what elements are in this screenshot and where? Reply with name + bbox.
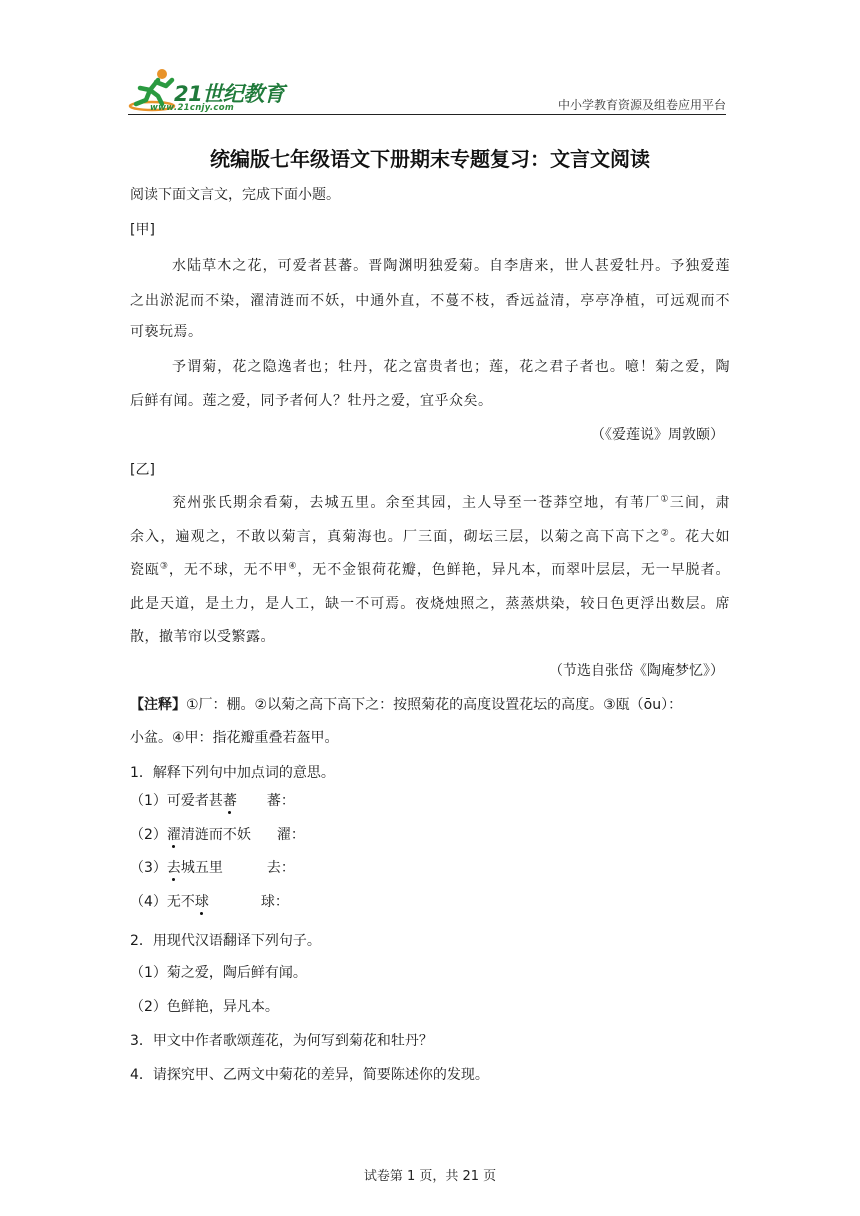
page-header	[128, 66, 726, 116]
passage-jia-line: 予谓菊，花之隐逸者也；牡丹，花之富贵者也；莲，花之君子者也。噫！菊之爱，陶	[172, 359, 730, 375]
passage-jia-line: 之出淤泥而不染，濯清涟而不妖，中通外直，不蔓不枝，香远益清，亭亭净植，可远观而不	[130, 293, 730, 309]
passage-yi-line: 此是天道，是土力，是人工，缺一不可焉。夜烧烛照之，蒸蒸烘染，较日色更浮出数层。席	[130, 596, 730, 612]
passage-jia-line: 后鲜有闻。莲之爱，同予者何人？牡丹之爱，宜乎众矣。	[130, 393, 493, 409]
question-2: 2．用现代汉语翻译下列句子。	[130, 933, 321, 949]
passage-yi-label: [乙]	[130, 462, 155, 478]
passage-yi-line: 瓷瓯③，无不球，无不甲④，无不金银荷花瓣，色鲜艳，异凡本，而翠叶层层，无一早脱者。	[130, 561, 731, 578]
question-2-item: （2）色鲜艳，异凡本。	[130, 999, 279, 1015]
question-1-item: （1）可爱者甚蕃 蕃：	[130, 793, 295, 809]
platform-name: 中小学教育资源及组卷应用平台	[557, 98, 726, 112]
passage-yi-line: 兖州张氏期余看菊，去城五里。余至其园，主人导至一苍莽空地，有苇厂①三间，肃	[172, 494, 731, 511]
site-logo[interactable]	[128, 66, 288, 114]
passage-yi-line: 余入，遍观之，不敢以菊言，真菊海也。厂三面，砌坛三层，以菊之高下高下之②。花大如	[130, 528, 730, 545]
notes-continued: 小盆。④甲：指花瓣重叠若盔甲。	[130, 730, 339, 746]
passage-jia-line: 可亵玩焉。	[130, 324, 203, 340]
passage-jia-label: [甲]	[130, 222, 155, 238]
page-title: 统编版七年级语文下册期末专题复习：文言文阅读	[210, 147, 650, 171]
question-1: 1．解释下列句中加点词的意思。	[130, 765, 335, 781]
passage-jia-line: 水陆草木之花，可爱者甚蕃。晋陶渊明独爱菊。自李唐来，世人甚爱牡丹。予独爱莲	[172, 258, 730, 274]
header-divider	[128, 114, 726, 115]
passage-yi-line: 散，撤苇帘以受繁露。	[130, 629, 275, 645]
passage-yi-source: （节选自张岱《陶庵梦忆》）	[549, 663, 724, 679]
question-1-item: （2）濯清涟而不妖 濯：	[130, 827, 305, 843]
question-1-item: （3）去城五里 去：	[130, 860, 295, 876]
intro-text: 阅读下面文言文，完成下面小题。	[130, 187, 340, 203]
logo-text: 21世纪教育	[174, 82, 285, 106]
page-footer: 试卷第 1 页，共 21 页	[363, 1169, 497, 1184]
logo-url: www.21cnjy.com	[150, 103, 234, 113]
passage-jia-source: （《爱莲说》周敦颐）	[591, 427, 724, 443]
question-2-item: （1）菊之爱，陶后鲜有闻。	[130, 965, 307, 981]
question-1-item: （4）无不球 球：	[130, 894, 289, 910]
question-3: 3．甲文中作者歌颂莲花，为何写到菊花和牡丹？	[130, 1033, 433, 1049]
notes: 【注释】①厂：棚。②以菊之高下高下之：按照菊花的高度设置花坛的高度。③瓯（ōu）：	[130, 697, 683, 713]
question-4: 4．请探究甲、乙两文中菊花的差异，简要陈述你的发现。	[130, 1067, 489, 1083]
